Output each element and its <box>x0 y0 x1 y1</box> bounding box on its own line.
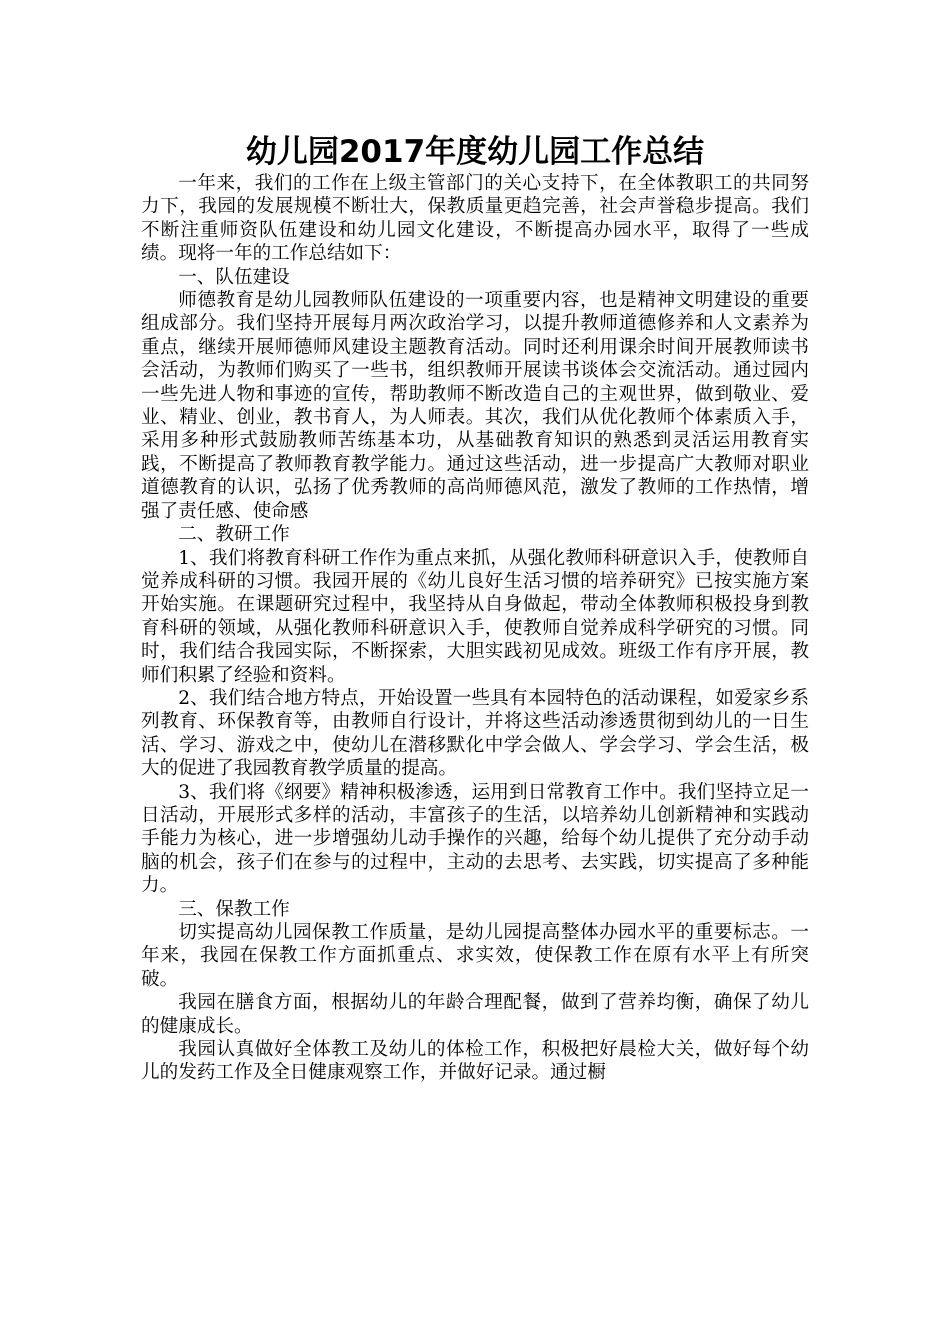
paragraph-research-2: 2、我们结合地方特点，开始设置一些具有本园特色的活动课程，如爱家乡系列教育、环保教育等，由教师自行设计，并将这些活动渗透贯彻到幼儿的一日生活、学习、游戏之中，使幼儿在潜移默化中学会做人、学会学习、学会生活，极大的促进了我园教育教学质量的提高。 <box>141 687 809 780</box>
paragraph-care-2: 我园在膳食方面，根据幼儿的年龄合理配餐，做到了营养均衡，确保了幼儿的健康成长。 <box>141 992 809 1037</box>
intro-paragraph: 一年来，我们的工作在上级主管部门的关心支持下，在全体教职工的共同努力下，我园的发展规模不断壮大，保教质量更趋完善，社会声誉稳步提高。我们不断注重师资队伍建设和幼儿园文化建设，不断提高办园水平，取得了一些成绩。现将一年的工作总结如下： <box>141 173 809 265</box>
section-heading-care: 三、保教工作 <box>178 898 290 920</box>
document-title: 幼儿园2017年度幼儿园工作总结 <box>245 134 705 170</box>
paragraph-ethics: 师德教育是幼儿园教师队伍建设的一项重要内容，也是精神文明建设的重要组成部分。我们坚持开展每月两次政治学习，以提升教师道德修养和人文素养为重点，继续开展师德师风建设主题教育活动。同时还利用课余时间开展教师读书会活动，为教师们购买了一些书，组织教师开展读书谈体会交流活动。通过园内一些先进人物和事迹的宣传，帮助教师不断改造自己的主观世界，做到敬业、爱业、精业、创业，教书育人，为人师表。其次，我们从优化教师个体素质入手，采用多种形式鼓励教师苦练基本功，从基础教育知识的熟悉到灵活运用教育实践，不断提高了教师教育教学能力。通过这些活动，进一步提高广大教师对职业道德教育的认识，弘扬了优秀教师的高尚师德风范，激发了教师的工作热情，增强了责任感、使命感 <box>141 290 809 522</box>
paragraph-care-1: 切实提高幼儿园保教工作质量，是幼儿园提高整体办园水平的重要标志。一年来，我园在保教工作方面抓重点、求实效，使保教工作在原有水平上有所突破。 <box>141 922 809 990</box>
document-page <box>141 132 809 1085</box>
paragraph-research-3: 3、我们将《纲要》精神积极渗透，运用到日常教育工作中。我们坚持立足一日活动，开展形式多样的活动，丰富孩子的生活，以培养幼儿创新精神和实践动手能力为核心，进一步增强幼儿动手操作的兴趣，给每个幼儿提供了充分动手动脑的机会，孩子们在参与的过程中，主动的去思考、去实践，切实提高了多种能力。 <box>141 781 809 897</box>
section-heading-team: 一、队伍建设 <box>178 266 290 288</box>
paragraph-care-3: 我园认真做好全体教工及幼儿的体检工作，积极把好晨检大关，做好每个幼儿的发药工作及全日健康观察工作，并做好记录。通过橱 <box>141 1039 809 1084</box>
paragraph-research-1: 1、我们将教育科研工作作为重点来抓，从强化教师科研意识入手，使教师自觉养成科研的习惯。我园开展的《幼儿良好生活习惯的培养研究》已按实施方案开始实施。在课题研究过程中，我坚持从自身做起，带动全体教师积极投身到教育科研的领域，从强化教师科研意识入手，使教师自觉养成科学研究的习惯。同时，我们结合我园实际，不断探索，大胆实践初见成效。班级工作有序开展，教师们积累了经验和资料。 <box>141 547 809 686</box>
section-heading-research: 二、教研工作 <box>178 524 290 546</box>
